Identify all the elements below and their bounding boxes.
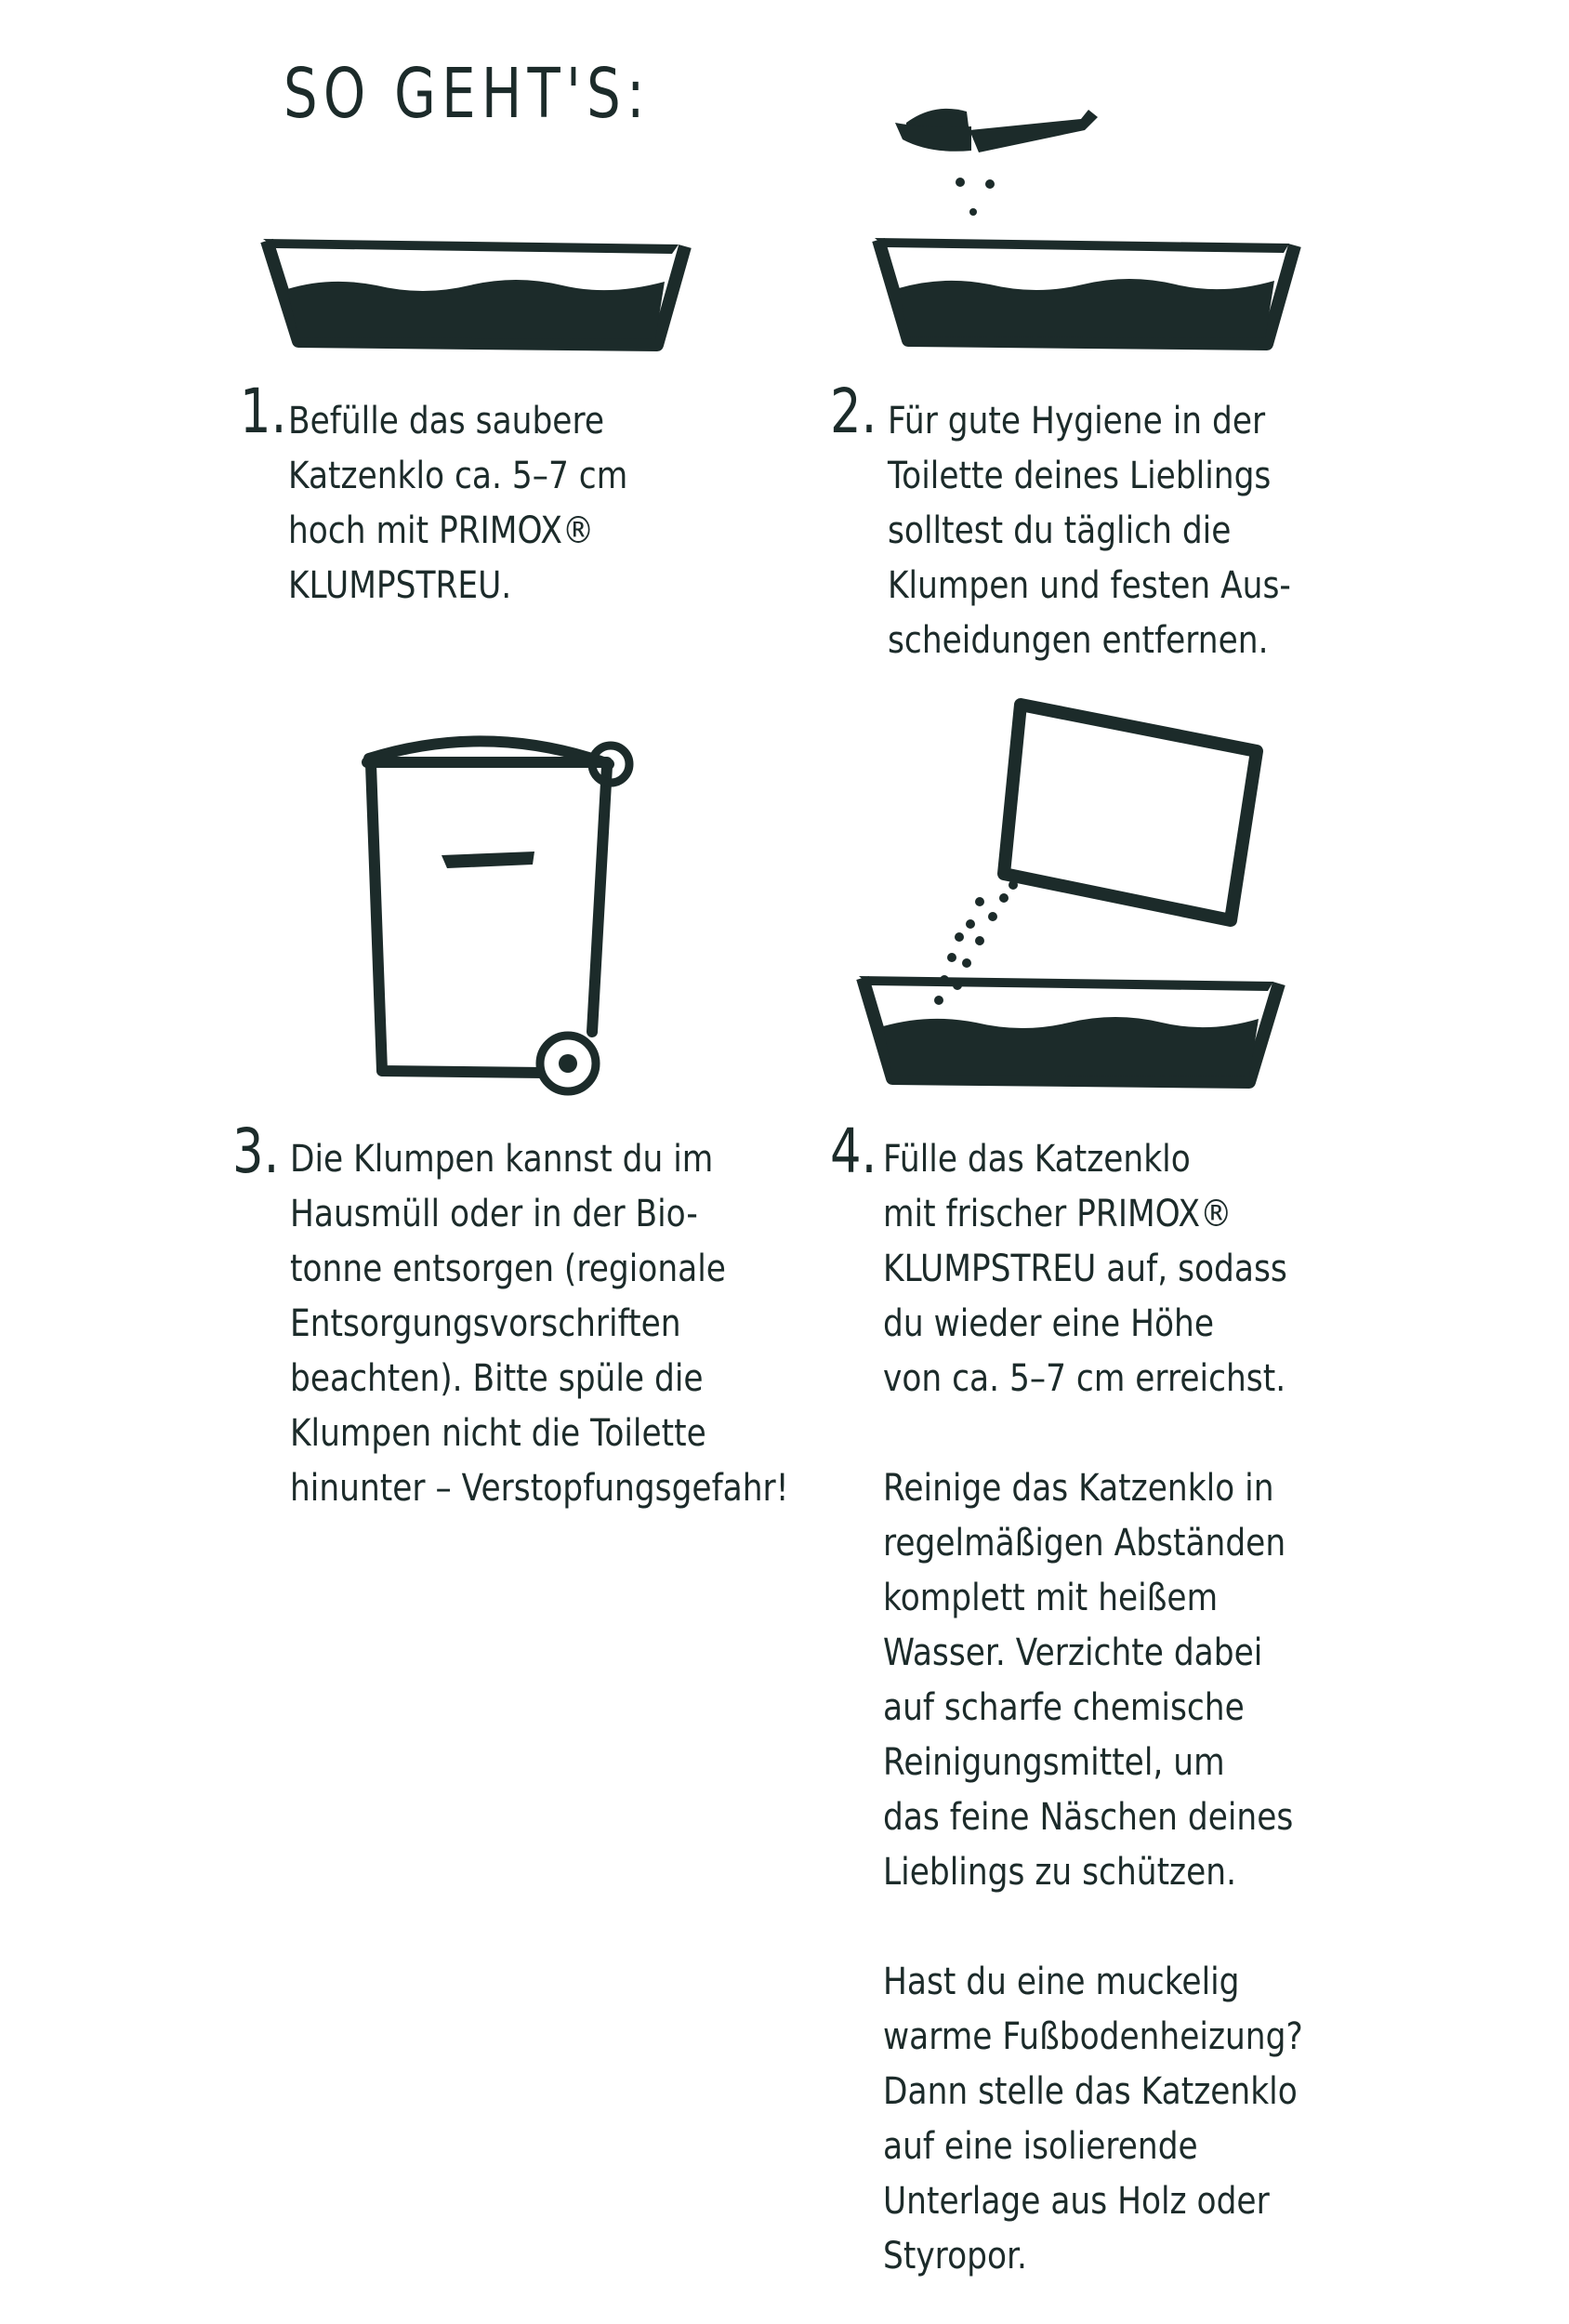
page-heading: SO GEHT'S:	[283, 54, 651, 134]
step-3-line: Klumpen nicht die Toilette	[290, 1412, 706, 1455]
wheelie-bin-icon	[358, 725, 646, 1097]
step-3-line: Die Klumpen kannst du im	[290, 1138, 714, 1181]
step-4-line: mit frischer PRIMOX®	[883, 1193, 1233, 1235]
step-4-line: Lieblings zu schützen.	[883, 1851, 1237, 1894]
step-4-line: KLUMPSTREU auf, sodass	[883, 1248, 1287, 1290]
step-3-text	[290, 1132, 788, 1516]
step-4-line: Reinigungsmittel, um	[883, 1741, 1225, 1784]
step-2-line: solltest du täglich die	[888, 509, 1232, 552]
step-4-line: auf scharfe chemische	[883, 1686, 1245, 1729]
pour-bag-litter-box-icon	[855, 688, 1292, 1097]
step-1-line: KLUMPSTREU.	[288, 564, 512, 607]
step-4-line: auf eine isolierende	[883, 2125, 1198, 2168]
paragraph-gap	[883, 1406, 1303, 1461]
step-3-line: Entsorgungsvorschriften	[290, 1302, 681, 1345]
step-4-number: 4.	[830, 1116, 877, 1187]
step-2-number: 2.	[830, 376, 877, 447]
step-4-line: Dann stelle das Katzenklo	[883, 2070, 1298, 2113]
scoop-litter-box-icon	[869, 84, 1306, 363]
step-4-line: das feine Näschen deines	[883, 1796, 1294, 1839]
step-1-line: hoch mit PRIMOX®	[288, 509, 595, 552]
step-4-line: Styropor.	[883, 2235, 1027, 2278]
step-4-line: du wieder eine Höhe	[883, 1302, 1215, 1345]
step-3-line: beachten). Bitte spüle die	[290, 1357, 704, 1400]
step-4-text	[883, 1132, 1303, 2284]
step-4-line: Fülle das Katzenklo	[883, 1138, 1191, 1181]
step-2-line: scheidungen entfernen.	[888, 619, 1269, 662]
step-2-line: Toilette deines Lieblings	[888, 455, 1272, 497]
step-1-line: Befülle das saubere	[288, 400, 605, 442]
step-4-line: Unterlage aus Holz oder	[883, 2180, 1270, 2223]
paragraph-gap	[883, 1900, 1303, 1955]
step-3-line: hinunter – Verstopfungsgefahr!	[290, 1467, 789, 1510]
step-4-line: komplett mit heißem	[883, 1577, 1219, 1619]
litter-box-filled-icon	[256, 228, 692, 358]
step-4-line: Reinige das Katzenklo in	[883, 1467, 1274, 1510]
step-1-line: Katzenklo ca. 5–7 cm	[288, 455, 628, 497]
step-4-line: regelmäßigen Abständen	[883, 1522, 1286, 1565]
step-4-line: von ca. 5–7 cm erreichst.	[883, 1357, 1286, 1400]
step-1-number: 1.	[240, 376, 287, 447]
step-2-line: Klumpen und festen Aus-	[888, 564, 1291, 607]
step-4-line: warme Fußbodenheizung?	[883, 2015, 1303, 2058]
step-2-line: Für gute Hygiene in der	[888, 400, 1266, 442]
step-3-number: 3.	[232, 1116, 280, 1187]
step-4-line: Hast du eine muckelig	[883, 1961, 1240, 2003]
step-3-line: Hausmüll oder in der Bio-	[290, 1193, 698, 1235]
step-1-text	[288, 394, 627, 614]
step-2-text	[888, 394, 1291, 668]
step-4-line: Wasser. Verzichte dabei	[883, 1631, 1263, 1674]
step-3-line: tonne entsorgen (regionale	[290, 1248, 726, 1290]
